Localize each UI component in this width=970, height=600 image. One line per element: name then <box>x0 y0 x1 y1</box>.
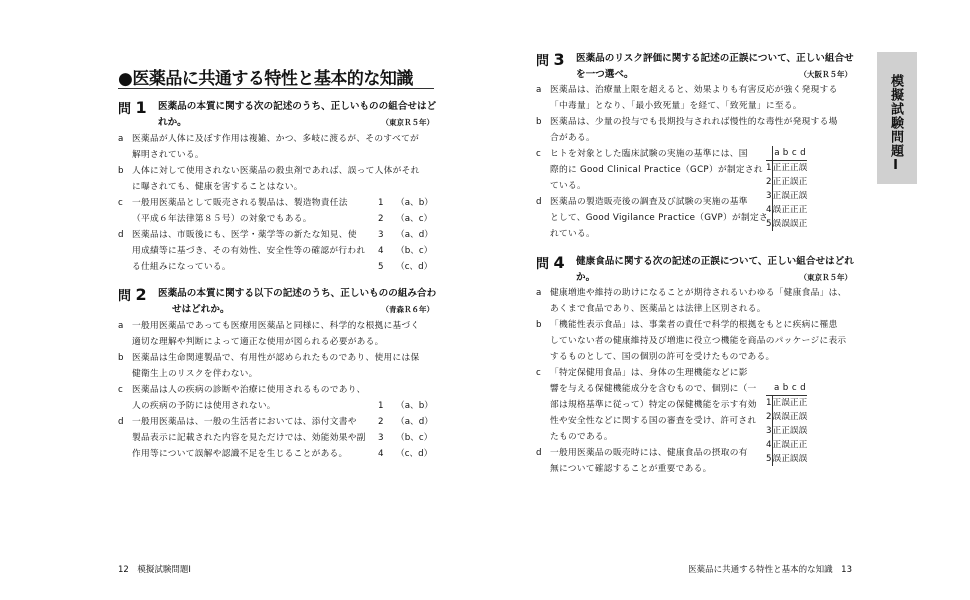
question-number: 3 <box>553 50 565 69</box>
answer-option[interactable]: 1 正 正 正 誤 <box>766 161 807 176</box>
answer-option[interactable]: 3 正 誤 正 誤 <box>766 191 808 201</box>
grid-header: a b c d <box>766 146 807 161</box>
answer-option[interactable]: 2 正 正 誤 正 <box>766 177 808 187</box>
answer-option[interactable]: 3 （a、d） <box>378 230 433 240</box>
answer-option[interactable]: 2 （a、c） <box>378 214 433 224</box>
answer-option[interactable]: 5 誤 誤 誤 正 <box>766 219 808 229</box>
title-underline <box>118 88 434 89</box>
question-2-prompt: 医薬品の本質に関する以下の記述のうち、正しいものの組み合わ せはどれか。 （青森Ｒ６年） <box>158 286 438 318</box>
section-title: ●医薬品に共通する特性と基本的な知識 <box>118 69 413 89</box>
question-label: 問 <box>536 257 550 272</box>
answer-grid <box>766 146 807 231</box>
answer-option[interactable]: 4 誤 正 正 正 <box>766 205 808 215</box>
statement-c: c 医薬品は人の疾病の診断や治療に使用されるものであり、 人の疾病の予防には使用されない。 <box>118 385 366 411</box>
statement-a: a 一般用医薬品であっても医療用医薬品と同様に、科学的な根拠に基づく 適切な理解や判断によって適正な使用が図られる必要がある。 <box>118 321 420 347</box>
statement-c: c ヒトを対象とした臨床試験の実施の基準には、国 際的に Good Clinical Practice（GCP）が制定され ている。 <box>536 149 763 191</box>
statement-d: d 一般用医薬品は、一般の生活者においては、添付文書や 製品表示に記載された内容を見ただけでは、効能効果や副 作用等について誤解や認識不足を生じることがある。 <box>118 417 366 459</box>
answer-option[interactable]: 1 正 誤 正 正 <box>766 396 807 411</box>
page-footer-right: 医薬品に共通する特性と基本的な知識 13 <box>688 565 852 575</box>
answer-option[interactable]: 4 正 誤 正 正 <box>766 440 808 450</box>
statement-d: d 医薬品の製造販売後の調査及び試験の実施の基準 として、Good Vigilance Practice（GVP）が制定さ れている。 <box>536 197 768 239</box>
question-source: （東京Ｒ５年） <box>799 273 852 282</box>
question-2-header <box>118 285 147 304</box>
answer-option[interactable]: 1 （a、b） <box>378 401 433 411</box>
answer-options <box>378 195 433 275</box>
question-1-prompt: 医薬品の本質に関する次の記述のうち、正しいものの組合せはど れか。 （東京Ｒ５年） <box>158 99 438 131</box>
answer-option[interactable]: 3 正 正 誤 誤 <box>766 426 808 436</box>
statement-a: a 健康増進や維持の助けになることが期待されるいわゆる「健康食品」は、 あくまで食品であり、医薬品とは法律上区別される。 <box>536 288 847 314</box>
question-label: 問 <box>118 102 132 117</box>
answer-option[interactable]: 5 （c、d） <box>378 262 433 272</box>
statement-a: a 医薬品が人体に及ぼす作用は複雑、かつ、多岐に渡るが、そのすべてが 解明されている。 <box>118 134 420 160</box>
question-4-header <box>536 253 565 272</box>
statement-b: b 「機能性表示食品」は、事業者の責任で科学的根拠をもとに疾病に罹患 していない者の健康維持及び増進に役立つ機能を商品のパッケージに表示 するものとして、国の個別の許可を受けたものである。 <box>536 320 847 362</box>
chapter-tab <box>877 52 917 184</box>
answer-grid <box>766 381 807 466</box>
answer-option[interactable]: 4 （c、d） <box>378 449 433 459</box>
question-3-header <box>536 50 565 69</box>
statement-c: c 「特定保健用食品」は、身体の生理機能などに影 響を与える保健機能成分を含むもので、個別に（一 部は規格基準に従って）特定の保健機能を示す有効 性や安全性などに関する国の審査を受け、許可され たものである。 <box>536 368 757 442</box>
statement-c: c 一般用医薬品として販売される製品は、製造物責任法 （平成６年法律第８５号）の対象でもある。 <box>118 198 348 224</box>
question-source: （東京Ｒ５年） <box>381 118 434 127</box>
question-number: 1 <box>135 98 147 117</box>
question-1-header <box>118 98 147 117</box>
statement-b: b 医薬品は、少量の投与でも長期投与されれば慢性的な毒性が発現する場 合がある。 <box>536 117 838 143</box>
question-number: 2 <box>135 285 147 304</box>
answer-option[interactable]: 2 誤 誤 正 誤 <box>766 412 808 422</box>
page-footer-left: 12 模擬試験問題Ⅰ <box>118 565 191 575</box>
chapter-tab-label: 模擬試験問題Ⅰ <box>888 74 903 174</box>
question-4-prompt: 健康食品に関する次の記述の正誤について、正しい組合せはどれ か。 （東京Ｒ５年） <box>576 254 856 286</box>
statement-b: b 人体に対して使用されない医薬品の殺虫剤であれば、誤って人体がそれ に曝されても、健康を害することはない。 <box>118 166 420 192</box>
answer-option[interactable]: 3 （b、c） <box>378 433 433 443</box>
answer-option[interactable]: 1 （a、b） <box>378 198 433 208</box>
statement-d: d 医薬品は、市販後にも、医学・薬学等の新たな知見、使 用成績等に基づき、その有効性、安全性等の確認が行われ る仕組みになっている。 <box>118 230 366 272</box>
question-label: 問 <box>118 289 132 304</box>
statement-a: a 医薬品は、治療量上限を超えると、効果よりも有害反応が強く発現する 「中毒量」となり、「最小致死量」を経て、「致死量」に至る。 <box>536 85 838 111</box>
statement-b: b 医薬品は生命関連製品で、有用性が認められたものであり、使用には保 健衛生上のリスクを伴わない。 <box>118 353 420 379</box>
statement-d: d 一般用医薬品の販売時には、健康食品の摂取の有 無について確認することが重要である。 <box>536 448 748 474</box>
grid-header: a b c d <box>766 381 807 396</box>
answer-option[interactable]: 5 誤 正 誤 誤 <box>766 454 808 464</box>
answer-option[interactable]: 4 （b、c） <box>378 246 433 256</box>
question-source: （青森Ｒ６年） <box>381 305 434 314</box>
question-3-prompt: 医薬品のリスク評価に関する記述の正誤について、正しい組合せ を一つ選べ。 （大阪Ｒ５年） <box>576 51 856 83</box>
answer-options <box>378 398 433 462</box>
question-source: （大阪Ｒ５年） <box>799 70 852 79</box>
question-label: 問 <box>536 54 550 69</box>
question-number: 4 <box>553 253 565 272</box>
answer-option[interactable]: 2 （a、d） <box>378 417 433 427</box>
